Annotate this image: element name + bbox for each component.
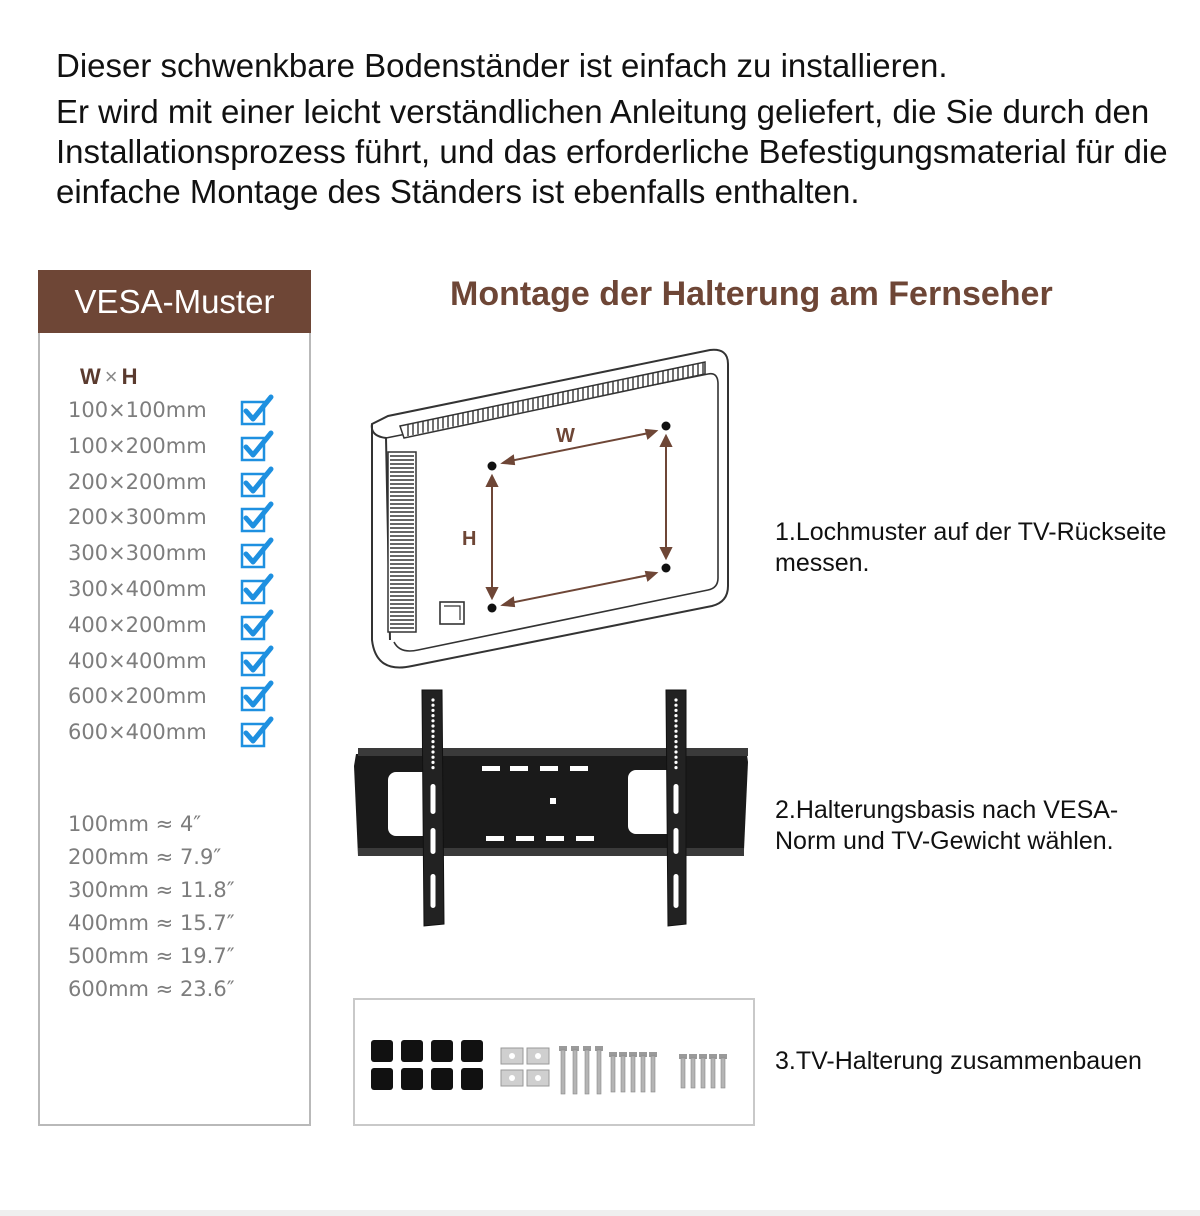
vesa-size-item: [68, 535, 298, 571]
vesa-size-label: 300×300mm: [68, 541, 207, 566]
conversion-list: [68, 808, 235, 1006]
bracket-illustration: [350, 688, 750, 928]
conversion-item: 500mm ≈ 19.7″: [68, 944, 235, 968]
checkbox-checked-icon: [240, 573, 274, 605]
intro-line-2: Er wird mit einer leicht verständlichen Anleitung geliefert, die Sie durch den Installationsprozess führt, und das erforderliche Befestigungsmaterial für die einfache Montage des Ständers ist ebenfalls enthalten.: [56, 93, 1168, 210]
conversion-item: 600mm ≈ 23.6″: [68, 977, 235, 1001]
hardware-kit-box: [353, 998, 755, 1126]
h-label: H: [121, 364, 138, 389]
mount-hole-icon: [488, 604, 497, 613]
step-2-text: 2.Halterungsbasis nach VESA-Norm und TV-Gewicht wählen.: [775, 796, 1119, 855]
tv-back-illustration: [360, 340, 740, 670]
conversion-item: 400mm ≈ 15.7″: [68, 911, 235, 935]
vesa-panel: [38, 270, 311, 1126]
vesa-size-item: [68, 499, 298, 535]
checkbox-checked-icon: [240, 394, 274, 426]
mount-hole-icon: [488, 462, 497, 471]
w-label: W: [80, 364, 101, 389]
intro-line-1: Dieser schwenkbare Bodenständer ist einfach zu installieren.: [56, 47, 948, 84]
tv-w-label: W: [556, 425, 575, 447]
vesa-size-label: 600×200mm: [68, 684, 207, 709]
vesa-size-label: 100×200mm: [68, 433, 207, 458]
checkbox-checked-icon: [240, 645, 274, 677]
vesa-size-label: 400×400mm: [68, 648, 207, 673]
bracket-arm-icon: [666, 690, 686, 926]
vesa-size-item: [68, 392, 298, 428]
wh-label: [80, 364, 138, 390]
vesa-size-label: 400×200mm: [68, 612, 207, 637]
vesa-size-item: [68, 428, 298, 464]
vesa-size-item: [68, 714, 298, 750]
bottom-divider: [0, 1210, 1200, 1216]
conversion-item: 200mm ≈ 7.9″: [68, 845, 222, 869]
vesa-size-item: [68, 464, 298, 500]
checkbox-checked-icon: [240, 680, 274, 712]
vesa-size-list: [68, 392, 298, 750]
checkbox-checked-icon: [240, 466, 274, 498]
vesa-title: VESA-Muster: [38, 270, 311, 333]
intro-text: [56, 46, 1186, 212]
checkbox-checked-icon: [240, 609, 274, 641]
washer-icon: [501, 1048, 549, 1086]
times-label: ×: [104, 364, 118, 389]
vesa-size-label: 200×200mm: [68, 469, 207, 494]
checkbox-checked-icon: [240, 501, 274, 533]
bracket-arm-icon: [422, 690, 444, 926]
vesa-size-label: 200×300mm: [68, 505, 207, 530]
mount-title: Montage der Halterung am Fernseher: [450, 275, 1053, 313]
hardware-kit-illustration: [355, 1000, 753, 1124]
screw-icon: [559, 1046, 727, 1094]
checkbox-checked-icon: [240, 430, 274, 462]
vesa-size-item: [68, 607, 298, 643]
vesa-size-label: 600×400mm: [68, 720, 207, 745]
left-vent-icon: [388, 452, 416, 632]
step-3-text: 3.TV-Halterung zusammenbauen: [775, 1047, 1142, 1075]
conversion-item: 300mm ≈ 11.8″: [68, 878, 235, 902]
vesa-size-label: 300×400mm: [68, 576, 207, 601]
step-1-text: 1.Lochmuster auf der TV-Rückseite messen.: [775, 518, 1167, 577]
checkbox-checked-icon: [240, 537, 274, 569]
vesa-size-item: [68, 643, 298, 679]
vesa-size-label: 100×100mm: [68, 398, 207, 422]
conversion-item: 100mm ≈ 4″: [68, 812, 202, 836]
mount-hole-icon: [662, 422, 671, 431]
vesa-size-item: [68, 571, 298, 607]
vesa-size-item: [68, 678, 298, 714]
checkbox-checked-icon: [240, 716, 274, 748]
connector-icon: [440, 602, 464, 624]
spacer-icon: [371, 1040, 483, 1090]
mount-hole-icon: [662, 564, 671, 573]
tv-h-label: H: [462, 528, 477, 550]
